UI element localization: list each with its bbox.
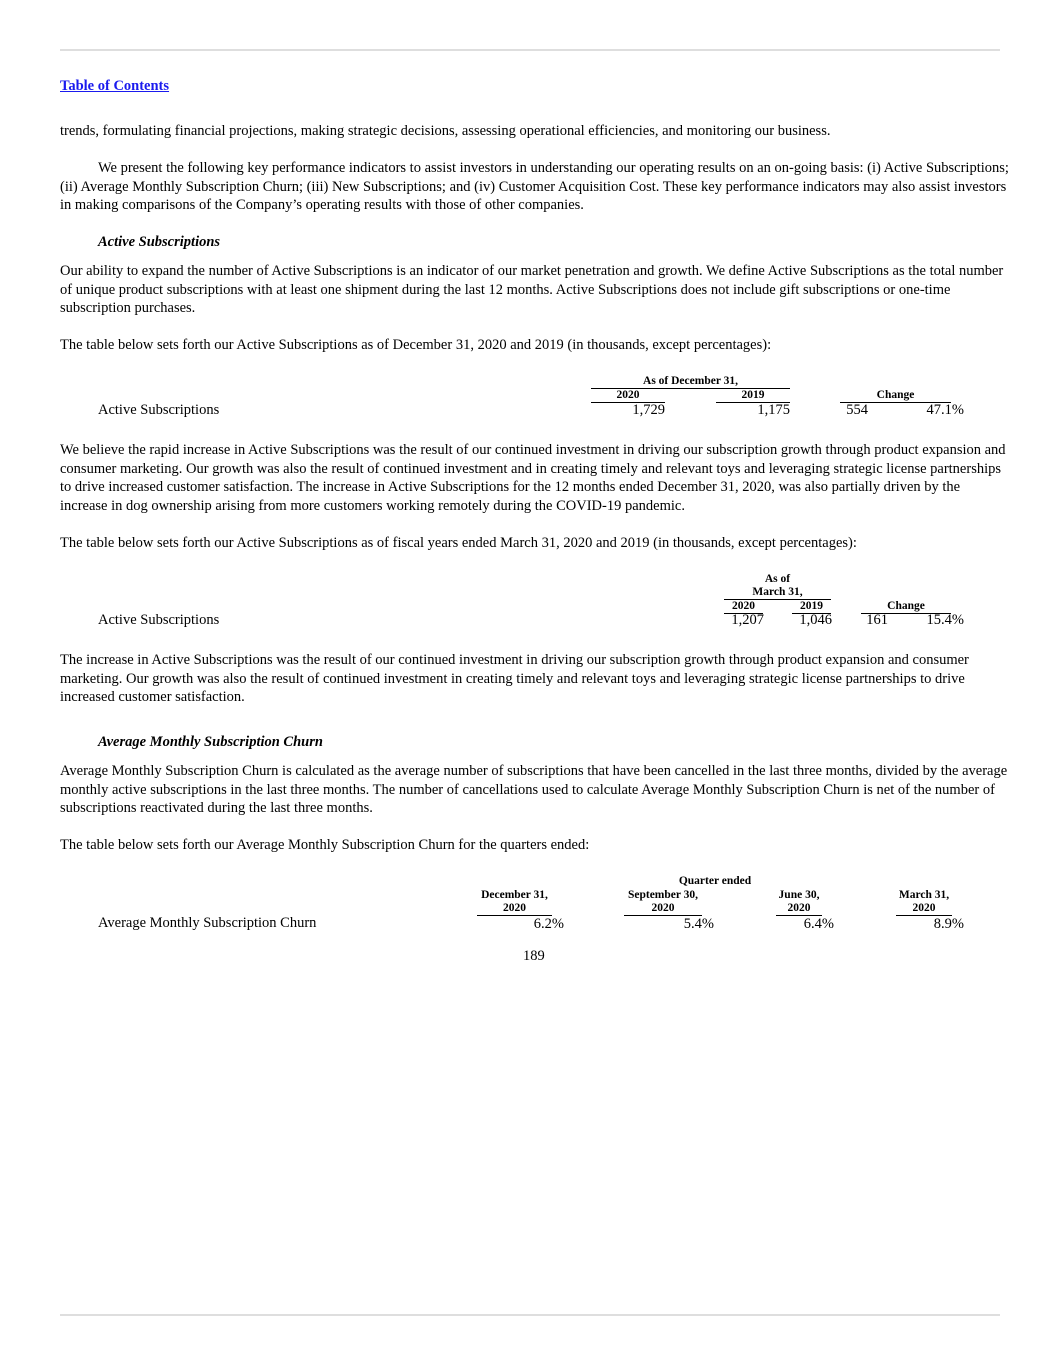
page-number: 189 [523,948,545,964]
paragraph-table1-intro: The table below sets forth our Active Subscriptions as of December 31, 2020 and 2019 (in thousands, except percentages): [60,337,772,353]
paragraph-increase-explanation: The increase in Active Subscriptions was the result of our continued investment in driving our subscription growth through product expansion and consumer marketing. Our growth was also the result of continued investment in creating timely and relevant toys and leveraging strategic license partnerships to drive increased customer satisfaction. [60,652,969,705]
table1-col-2019: 2019 [716,389,790,403]
table2-value-2020: 1,207 [731,612,764,628]
table3-col-jun-line1: June 30, [778,889,820,901]
table2-group-header-line1: As of [764,573,791,585]
table3-row-label: Average Monthly Subscription Churn [98,915,317,931]
table3-col-mar-line2: 2020 [896,902,952,916]
paragraph-table2-intro: The table below sets forth our Active Subscriptions as of fiscal years ended March 31, 2020 and 2019 (in thousands, except percentages): [60,535,857,551]
table1-col-change: Change [840,389,951,403]
table3-col-mar-line1: March 31, [898,889,950,901]
paragraph-churn-definition: Average Monthly Subscription Churn is calculated as the average number of subscriptions that have been cancelled in the last three months, divided by the average monthly active subscriptions in the last three months. The number of cancellations used to calculate Average Monthly Subscription Churn is net of the number of subscriptions reactivated during the last three months. [60,763,1008,816]
table1-change-abs: 554 [846,402,868,418]
table3-col-dec-line1: December 31, [481,889,548,901]
table1-change-pct: 47.1% [926,402,964,418]
table3-value-dec: 6.2% [533,916,564,932]
table-of-contents-link[interactable]: Table of Contents [60,78,170,94]
heading-average-monthly-churn: Average Monthly Subscription Churn [98,734,323,750]
paragraph-growth-explanation: We believe the rapid increase in Active Subscriptions was the result of our continued investment in driving our subscription growth through product expansion and consumer marketing. Our growth was also the result of continued investment and in creating timely and relevant toys and leveraging strategic license partnerships to drive increased customer satisfaction. The increase in Active Subscriptions for the 12 months ended December 31, 2020, was also partially driven by the increase in dog ownership arising from more customers working remotely during the COVID-19 pandemic. [60,442,1006,514]
paragraph-intro-continued: trends, formulating financial projections, making strategic decisions, assessing operational efficiencies, and monitoring our business. [60,123,831,139]
table3-col-sep-line1: September 30, [627,889,699,901]
table1-group-header: As of December 31, [591,375,790,389]
table3-col-dec-line2: 2020 [477,902,552,916]
table3-col-jun-line2: 2020 [776,902,822,916]
table2-col-change: Change [861,600,951,614]
table3-col-sep-line2: 2020 [624,902,702,916]
table2-change-abs: 161 [866,612,888,628]
table3-value-mar: 8.9% [933,916,964,932]
table2-group-header-line2: March 31, [724,586,831,600]
table2-col-2020: 2020 [724,600,763,614]
table3-group-header: Quarter ended [678,875,752,887]
paragraph-table3-intro: The table below sets forth our Average Monthly Subscription Churn for the quarters ended: [60,837,590,853]
table2-col-2019: 2019 [792,600,831,614]
paragraph-active-subscriptions-definition: Our ability to expand the number of Active Subscriptions is an indicator of our market penetration and growth. We define Active Subscriptions as the total number of unique product subscriptions with at least one shipment during the last 12 months. Active Subscriptions does not include gift subscriptions or one-time subscription purchases. [60,263,1004,316]
table3-value-jun: 6.4% [803,916,834,932]
table2-row-label: Active Subscriptions [98,612,220,628]
table1-row-label: Active Subscriptions [98,402,220,418]
top-divider [60,49,1000,51]
heading-active-subscriptions: Active Subscriptions [98,234,221,250]
table1-value-2020: 1,729 [632,402,665,418]
table2-change-pct: 15.4% [926,612,964,628]
table2-value-2019: 1,046 [799,612,832,628]
paragraph-kpi-overview: We present the following key performance indicators to assist investors in understanding our operating results on an on-going basis: (i) Active Subscriptions; (ii) Average Monthly Subscription Churn; (iii) New Subscriptions; and (iv) Customer Acquisition Cost. These key performance indicators may also assist investors in making comparisons of the Company’s operating results with those of other companies. [60,160,1009,213]
bottom-divider [60,1314,1000,1316]
table3-value-sep: 5.4% [683,916,714,932]
table1-col-2020: 2020 [591,389,665,403]
table1-value-2019: 1,175 [757,402,790,418]
